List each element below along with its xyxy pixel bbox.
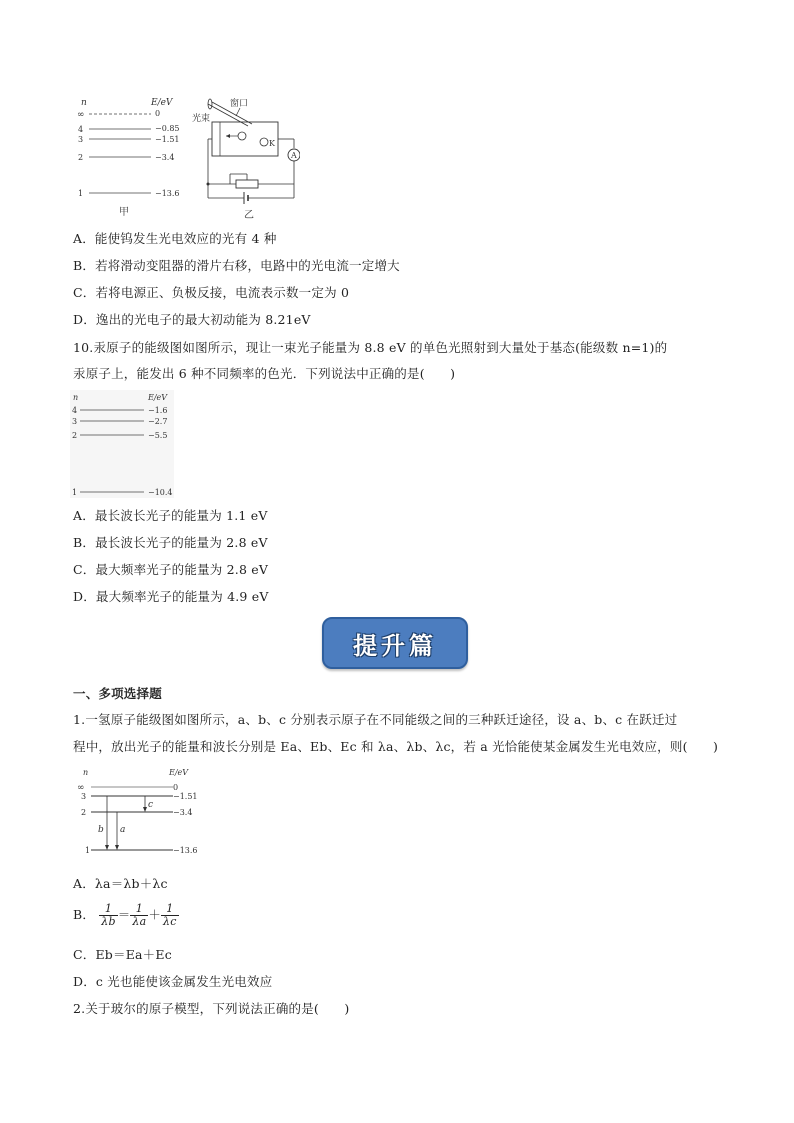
q9-option-a[interactable]: A．能使钨发生光电效应的光有 4 种 (73, 231, 277, 246)
label-window: 窗口 (230, 99, 249, 109)
q10-stem-line1: 10.汞原子的能级图如图所示，现让一束光子能量为 8.8 eV 的单色光照射到大量处于基态(能级数 n=1)的 (73, 340, 668, 355)
hg-e-2: −5.5 (148, 431, 168, 440)
frac-rhs (161, 903, 179, 928)
label-K: K (269, 139, 275, 148)
level-n-2: 2 (78, 153, 84, 162)
figure-hydrogen-levels (73, 766, 213, 858)
hg-e-1: −10.4 (148, 488, 173, 497)
frac-lhs-den: λb (101, 915, 116, 928)
level-e-1: −13.6 (155, 189, 180, 198)
q10-stem-line2: 汞原子上，能发出 6 种不同频率的色光．下列说法中正确的是( ) (73, 366, 456, 381)
hg-n-1: 1 (72, 488, 78, 497)
h-e-label: E/eV (169, 768, 189, 777)
hg-e-label: E/eV (148, 393, 168, 402)
h-e-2: −3.4 (173, 808, 193, 817)
q10-option-c[interactable]: C．最大频率光子的能量为 2.8 eV (73, 562, 269, 577)
section-title: 一、多项选择题 (73, 686, 162, 701)
hg-n-2: 2 (72, 431, 78, 440)
q9-option-b[interactable]: B．若将滑动变阻器的滑片右移，电路中的光电流一定增大 (73, 258, 400, 273)
figure-energy-levels-jia (73, 94, 193, 220)
level-n-3: 3 (78, 135, 84, 144)
q1-option-b-prefix: B． (73, 907, 96, 922)
h-n-3: 3 (81, 792, 87, 801)
label-beam: 光束 (192, 114, 211, 124)
level-e-3: −1.51 (155, 135, 180, 144)
figure-mercury-levels (70, 390, 180, 500)
h-n-1: 1 (85, 846, 91, 855)
frac-rhs-den: λc (163, 915, 177, 928)
level-n-4: 4 (78, 125, 84, 134)
q1-option-c[interactable]: C．Eb＝Ea＋Ec (73, 947, 172, 962)
q10-option-a[interactable]: A．最长波长光子的能量为 1.1 eV (73, 508, 268, 523)
level-e-inf: 0 (155, 109, 161, 118)
q1-stem-line1: 1.一氢原子能级图如图所示，a、b、c 分别表示原子在不同能级之间的三种跃迁途径，设 a、b、c 在跃迁过 (73, 712, 678, 727)
frac-eq: ＝ (117, 907, 131, 922)
q1-option-a[interactable]: A．λa＝λb＋λc (73, 876, 168, 891)
h-n-label: n (83, 768, 89, 777)
q9-option-d[interactable]: D．逸出的光电子的最大初动能为 8.21eV (73, 312, 311, 327)
frac-mid (130, 903, 148, 928)
h-n-inf: ∞ (77, 783, 85, 793)
h-e-3: −1.51 (173, 792, 198, 801)
q9-option-c[interactable]: C．若将电源正、负极反接，电流表示数一定为 0 (73, 285, 350, 300)
hg-n-4: 4 (72, 406, 78, 415)
frac-mid-den: λa (132, 915, 147, 928)
q10-option-b[interactable]: B．最长波长光子的能量为 2.8 eV (73, 535, 268, 550)
hg-n-3: 3 (72, 417, 78, 426)
q1-option-b[interactable] (73, 902, 179, 928)
fig-jia-n-label: n (81, 98, 87, 108)
label-a: a (120, 825, 126, 835)
h-e-inf: 0 (173, 783, 179, 792)
label-c: c (148, 800, 154, 810)
q2-stem-line1: 2.关于玻尔的原子模型，下列说法正确的是( ) (73, 1001, 350, 1016)
hg-e-3: −2.7 (148, 417, 168, 426)
level-n-1: 1 (78, 189, 84, 198)
label-ammeter: A (291, 151, 297, 160)
fig-jia-e-label: E/eV (151, 98, 173, 108)
frac-mid-num: 1 (130, 903, 148, 916)
q10-option-d[interactable]: D．最大频率光子的能量为 4.9 eV (73, 589, 269, 604)
level-e-2: −3.4 (155, 153, 175, 162)
section-banner: 提升篇 (322, 617, 468, 669)
label-b: b (98, 825, 104, 835)
h-n-2: 2 (81, 808, 87, 817)
caption-jia: 甲 (119, 207, 129, 218)
level-e-4: −0.85 (155, 124, 180, 133)
frac-lhs-num: 1 (99, 903, 117, 916)
level-n-inf: ∞ (77, 110, 85, 120)
frac-plus: ＋ (148, 907, 162, 922)
frac-lhs (99, 903, 117, 928)
q1-option-d[interactable]: D．c 光也能使该金属发生光电效应 (73, 974, 273, 989)
h-e-1: −13.6 (173, 846, 198, 855)
q1-stem-line2: 程中，放出光子的能量和波长分别是 Ea、Eb、Ec 和 λa、λb、λc，若 a 光恰能使某金属发生光电效应，则( ) (73, 739, 719, 754)
hg-n-label: n (73, 393, 79, 402)
caption-yi: 乙 (244, 210, 254, 221)
hg-e-4: −1.6 (148, 406, 168, 415)
frac-rhs-num: 1 (161, 903, 179, 916)
figure-photoelectric-circuit (190, 94, 300, 222)
